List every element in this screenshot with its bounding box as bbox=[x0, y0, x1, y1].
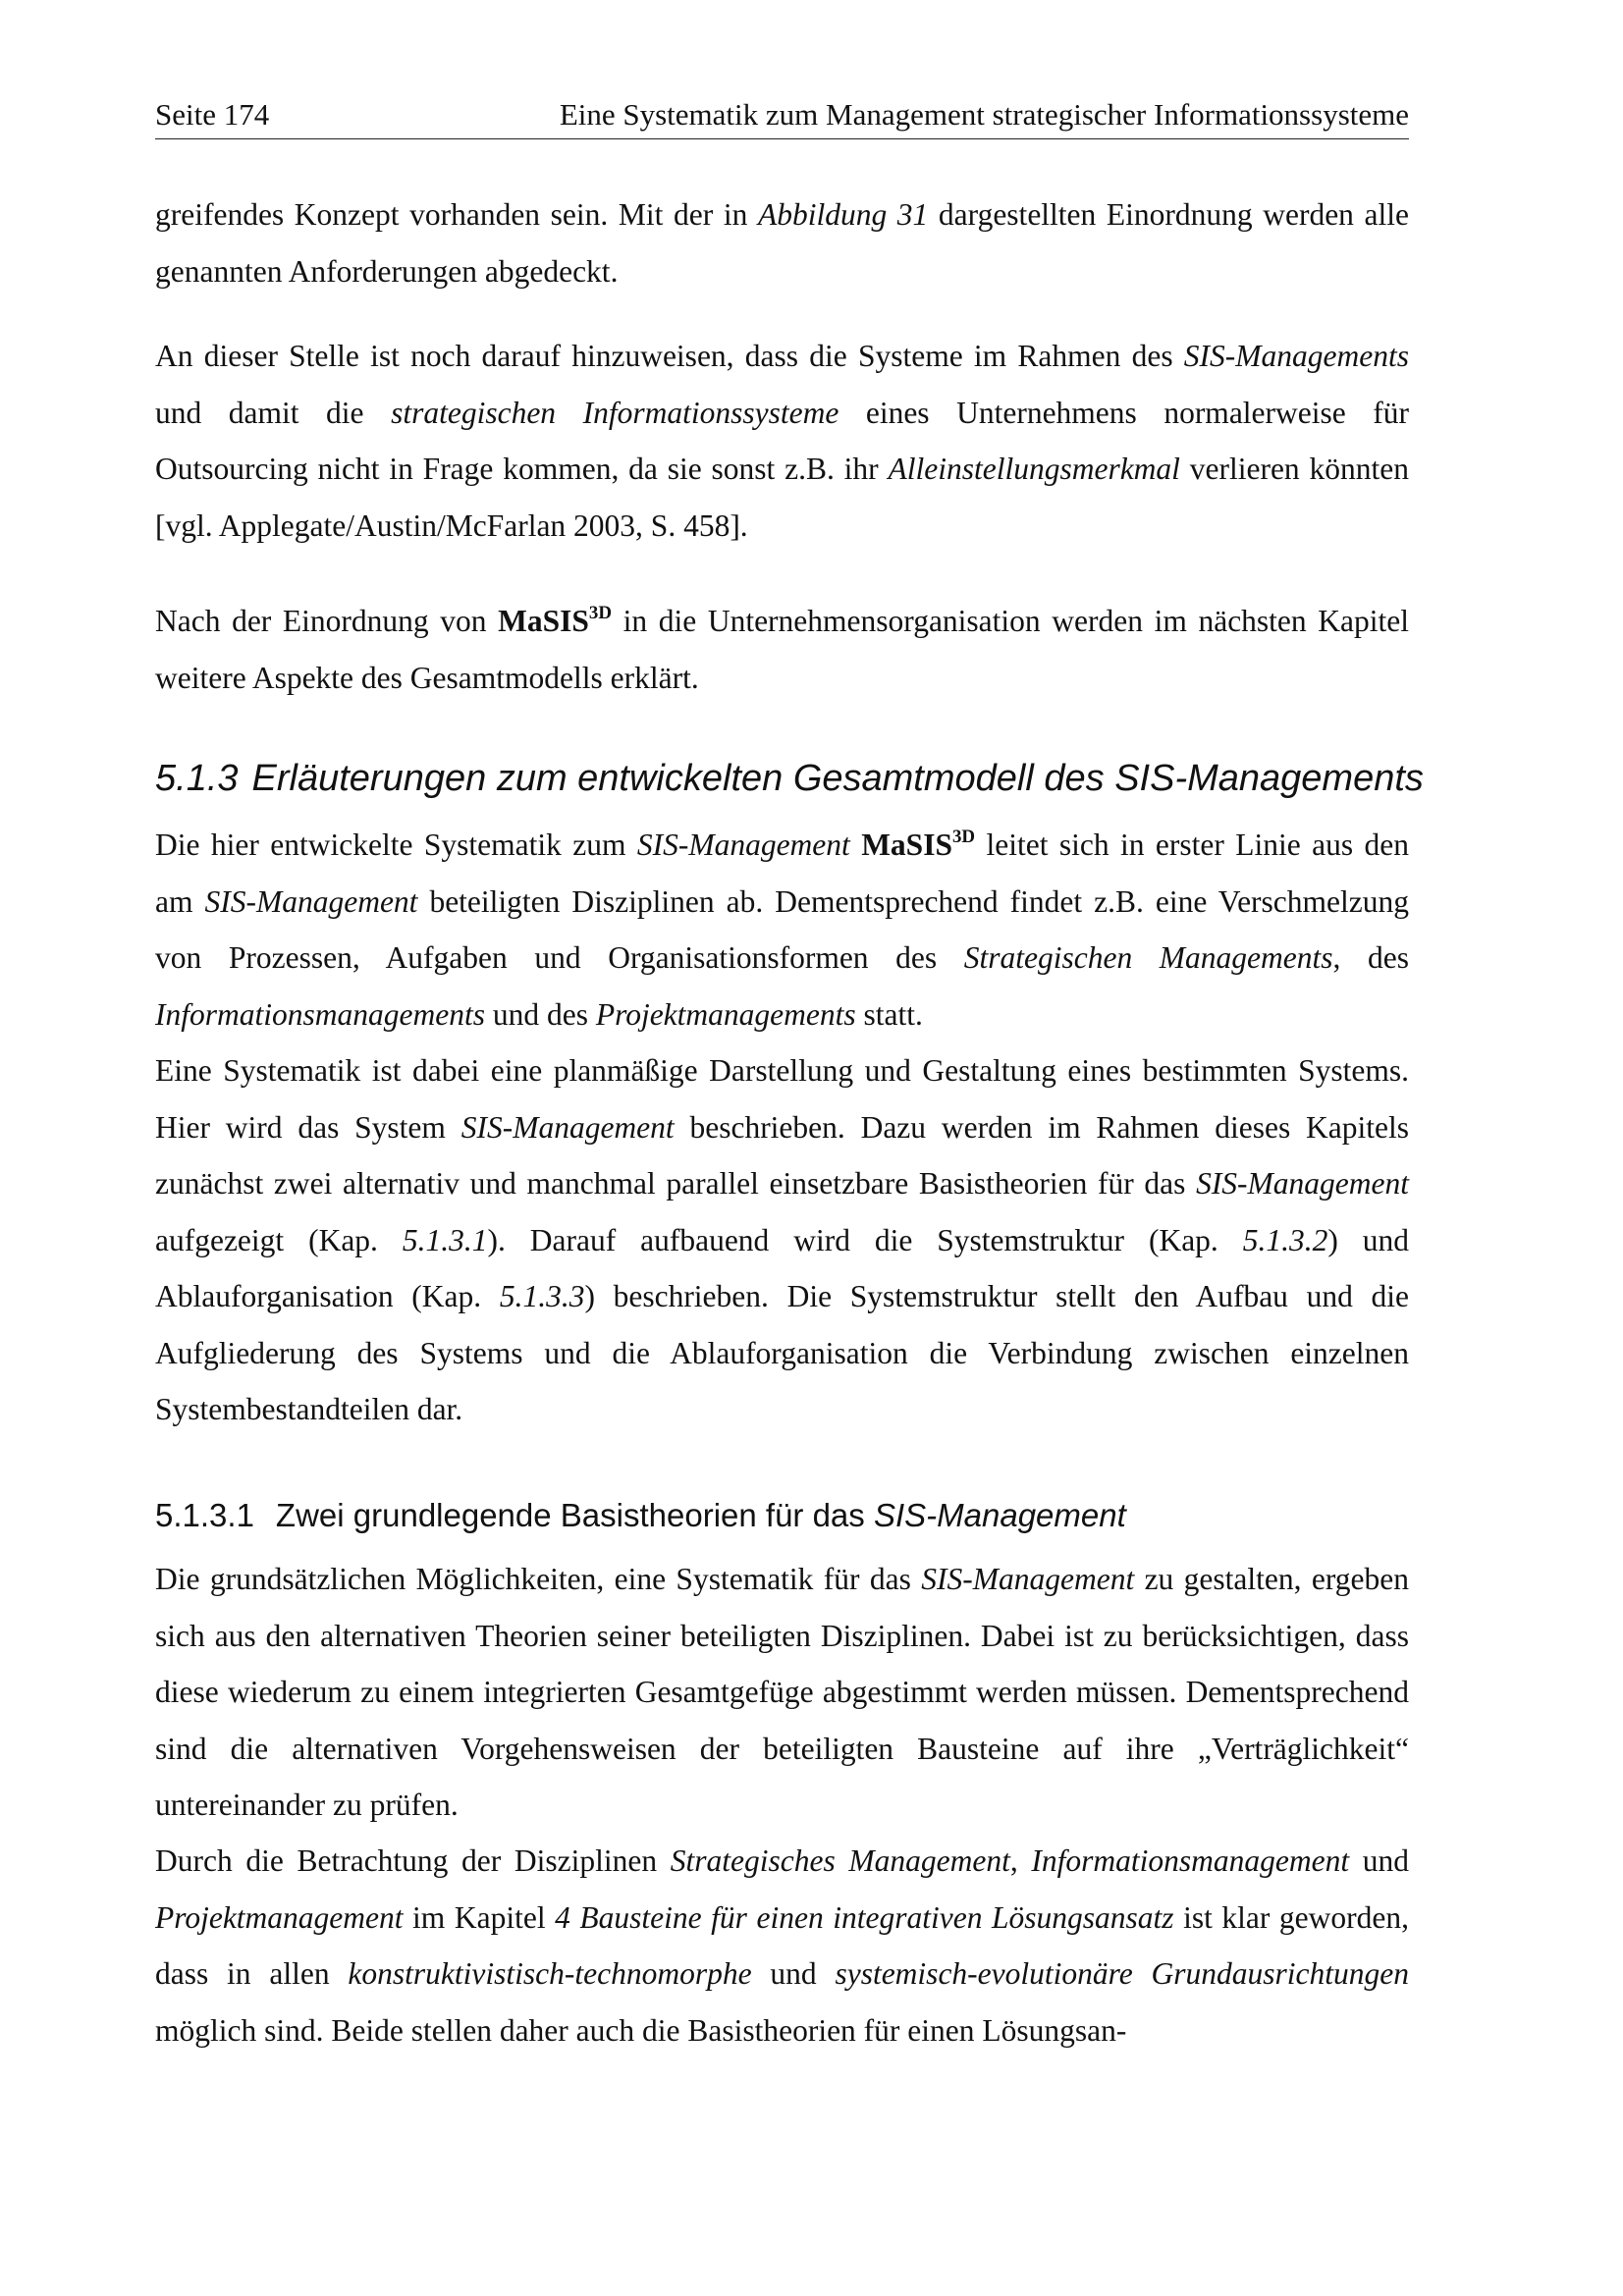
paragraph-6: Die grundsätzlichen Möglichkeiten, eine Systematik für das SIS-Management zu gestalten, ergeben sich aus den alternativen Theorien seiner beteiligten Disziplinen. Dabei ist zu berücksichtigen, dass diese wiederum zu einem integrierten Gesamtgefüge abgestimmt werden müssen. Dementsprechend sind die alternativen Vorgehensweisen der beteiligten Bausteine auf ihre „Verträglichkeit“ untereinander zu prüfen. bbox=[155, 1562, 1409, 1822]
paragraph-7: Durch die Betrachtung der Disziplinen Strategisches Management, Informationsmanagement und Projektmanagement im Kapitel 4 Bausteine für einen integrativen Lösungsansatz ist klar geworden, dass in allen konstruktivistisch-technomorphe und systemisch-evolutionäre Grundausrichtungen möglich sind. Beide stellen daher auch die Basistheorien für einen Lösungsan- bbox=[155, 1843, 1410, 2048]
subsection-title: Zwei grundlegende Basistheorien für das bbox=[275, 1497, 874, 1533]
running-header bbox=[155, 93, 1409, 139]
subsection-title-italic: SIS-Management bbox=[873, 1497, 1126, 1533]
page-number: Seite 174 bbox=[155, 97, 270, 132]
section-heading bbox=[155, 758, 1424, 800]
section-title: Erläuterungen zum entwickelten Gesamtmodell des SIS-Managements bbox=[251, 758, 1424, 799]
paragraph-1: greifendes Konzept vorhanden sein. Mit der in Abbildung 31 dargestellten Einordnung werden alle genannten Anforderungen abgedeckt. bbox=[155, 197, 1409, 289]
running-title: Eine Systematik zum Management strategischer Informationssysteme bbox=[559, 97, 1409, 132]
paragraph-3: Nach der Einordnung von MaSIS$^{3D}$ in die Unternehmensorganisation werden im nächsten Kapitel weitere Aspekte des Gesamtmodells erklärt. bbox=[155, 602, 1409, 695]
section-number: 5.1.3 bbox=[155, 758, 239, 799]
paragraph-2: An dieser Stelle ist noch darauf hinzuweisen, dass die Systeme im Rahmen des SIS-Managements und damit die strategischen Informationssysteme eines Unternehmens normalerweise für Outsourcing nicht in Frage kommen, da sie sonst z.B. ihr Alleinstellungsmerkmal verlieren könnten [vgl. Applegate/Austin/McFarlan 2003, S. 458]. bbox=[155, 339, 1409, 543]
paragraph-4: Die hier entwickelte Systematik zum SIS-Management MaSIS$^{3D}$ leitet sich in erster Linie aus den am SIS-Management beteiligten Disziplinen ab. Dementsprechend findet z.B. eine Verschmelzung von Prozessen, Aufgaben und Organisationsformen des Strategischen Managements, des Informationsmanagements und des Projektmanagements statt. bbox=[155, 826, 1409, 1032]
subsection-number: 5.1.3.1 bbox=[155, 1497, 254, 1533]
subsection-heading bbox=[155, 1497, 1126, 1534]
paragraph-5: Eine Systematik ist dabei eine planmäßige Darstellung und Gestaltung eines bestimmten Systems. Hier wird das System SIS-Management beschrieben. Dazu werden im Rahmen dieses Kapitels zunächst zwei alternativ und manchmal parallel einsetzbare Basistheorien für das SIS-Management aufgezeigt (Kap. 5.1.3.1). Darauf aufbauend wird die Systemstruktur (Kap. 5.1.3.2) und Ablauforganisation (Kap. 5.1.3.3) beschrieben. Die Systemstruktur stellt den Aufbau und die Aufgliederung des Systems und die Ablauforganisation die Verbindung zwischen einzelnen Systembestandteilen dar. bbox=[155, 1053, 1410, 1426]
